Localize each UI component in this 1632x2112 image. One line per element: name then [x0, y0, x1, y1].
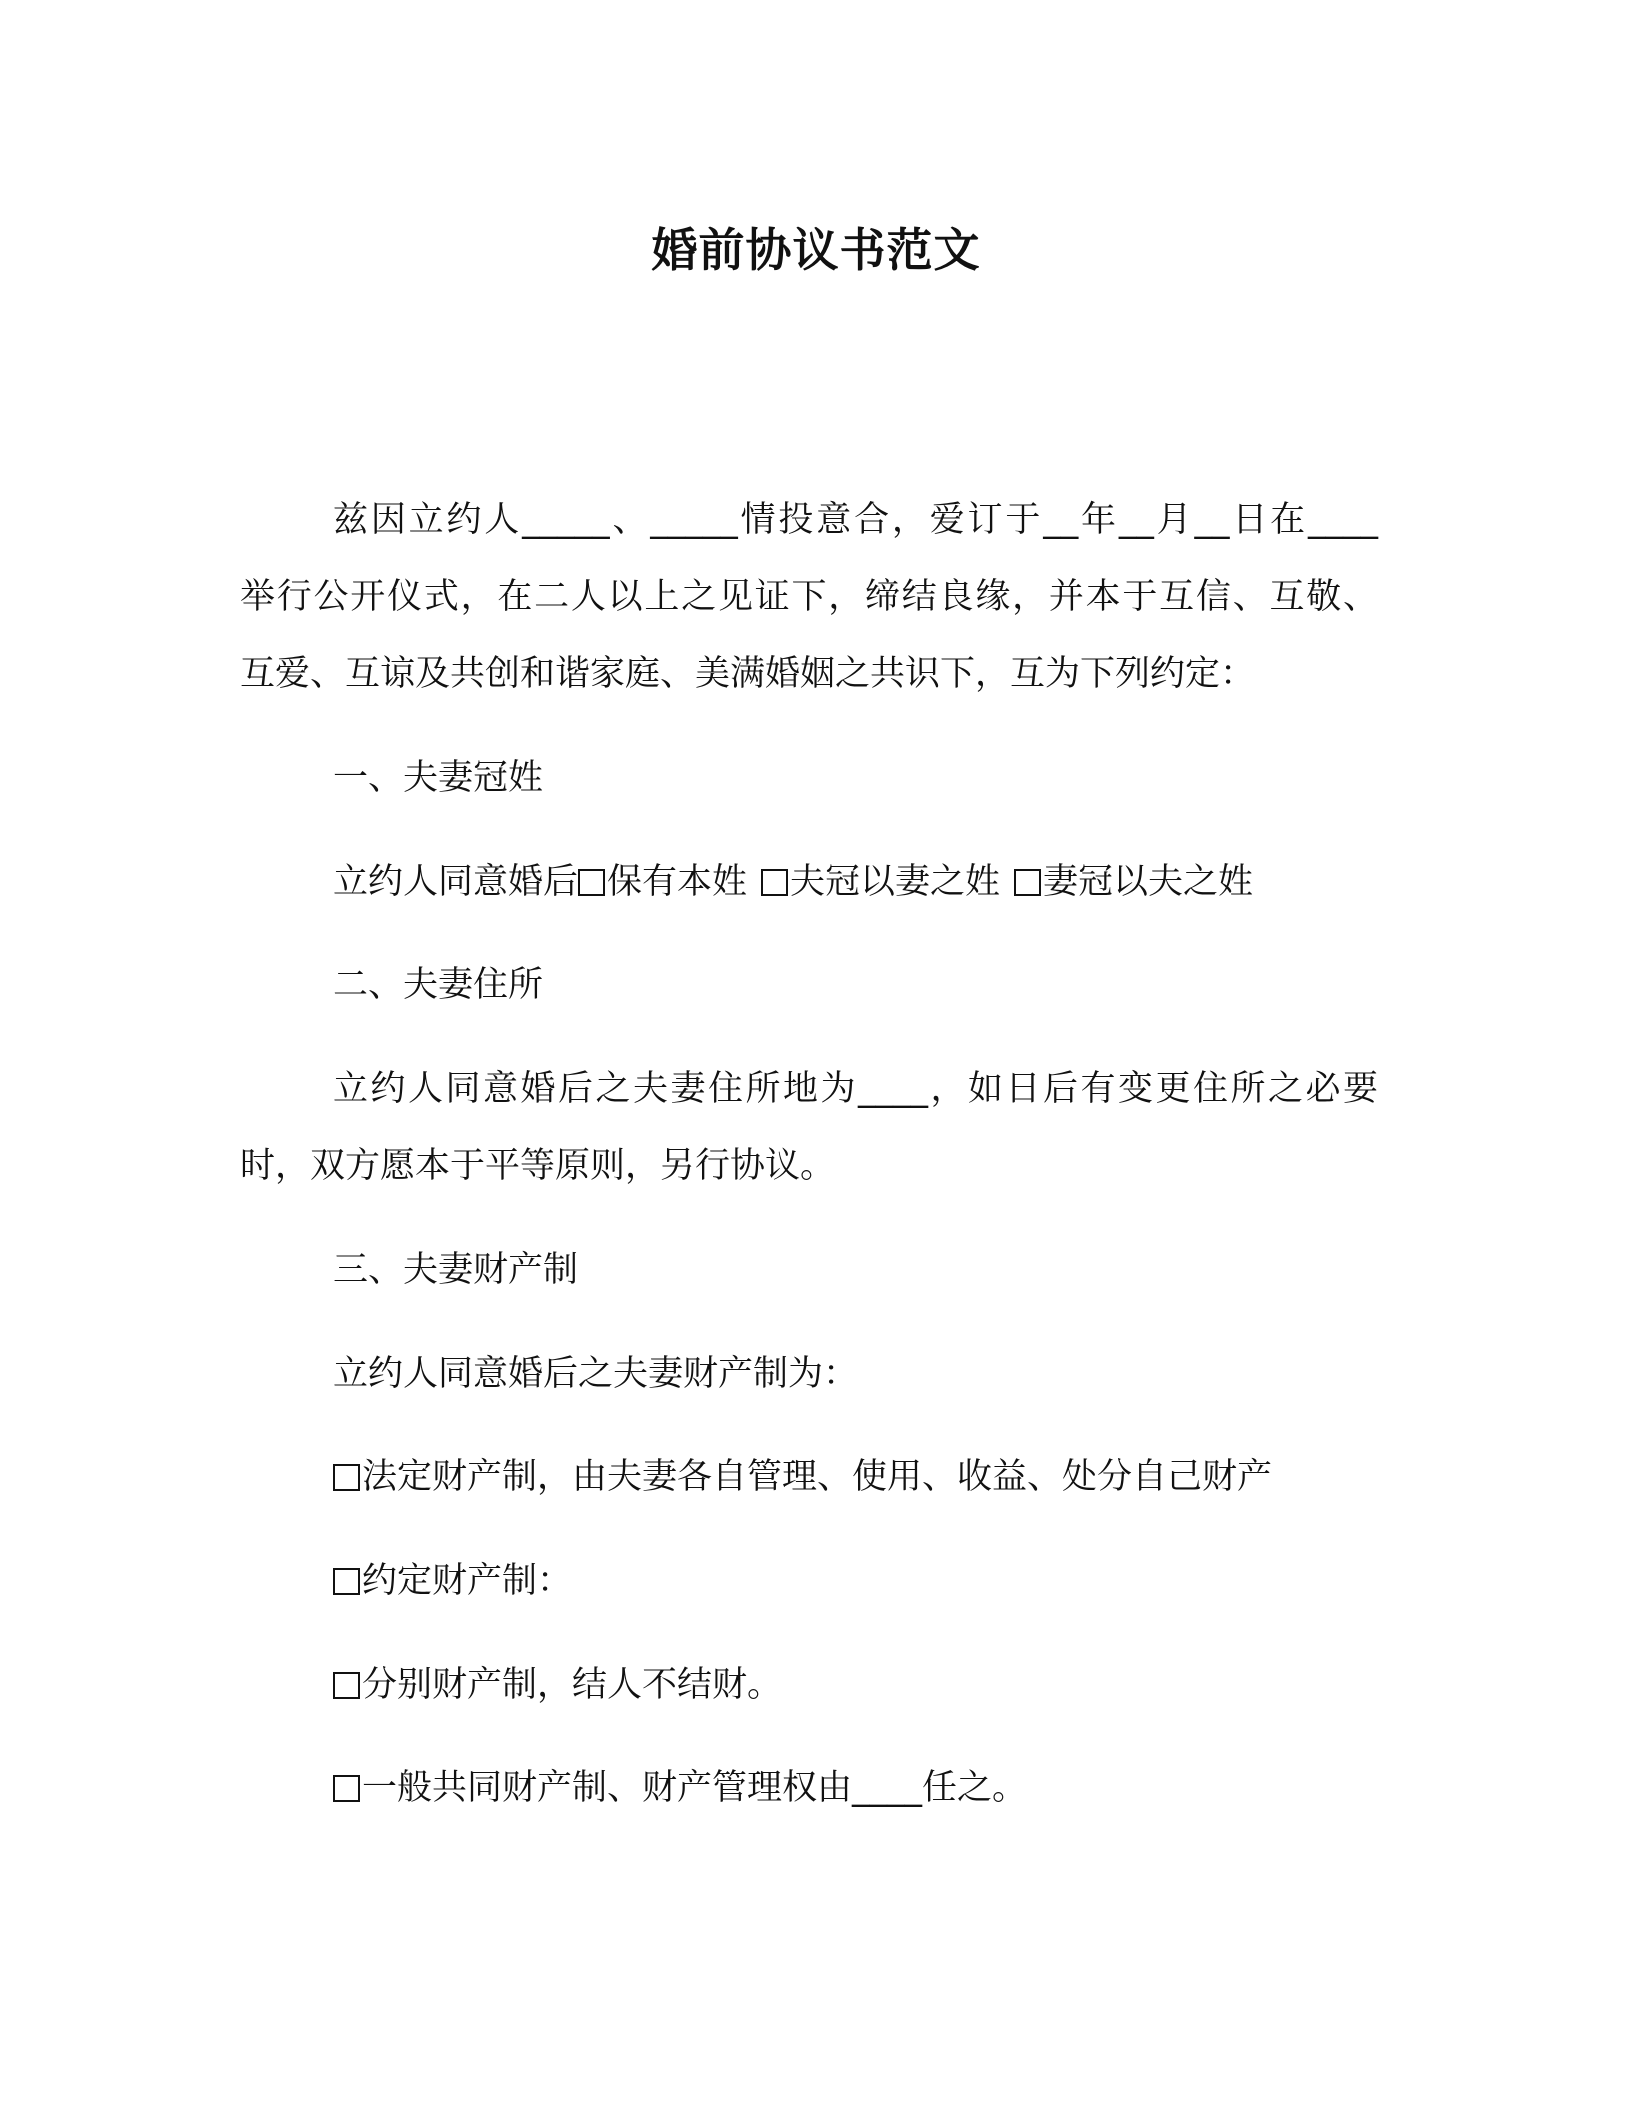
- section-2-heading: 二、夫妻住所: [333, 965, 544, 1005]
- agreed-property-label: 约定财产制：: [362, 1561, 573, 1601]
- property-option-joint: [333, 1766, 1027, 1810]
- option-husband-takes-wife-surname-label: 夫冠以妻之姓: [790, 862, 1001, 902]
- surname-lead: 立约人同意婚后: [333, 862, 579, 902]
- document-title: 婚前协议书范文: [651, 223, 981, 277]
- intro-line-1: 兹因立约人_____、_____情投意合，爱订于__年__月__日在____: [333, 500, 1378, 540]
- surname-options: [333, 860, 1253, 904]
- statutory-property-label: 法定财产制，由夫妻各自管理、使用、收益、处分自己财产: [362, 1457, 1273, 1497]
- option-keep-surname-label: 保有本姓: [607, 862, 748, 902]
- option-wife-takes-husband-surname-label: 妻冠以夫之姓: [1043, 862, 1254, 902]
- intro-line-3: 互爱、互谅及共创和谐家庭、美满婚姻之共识下，互为下列约定：: [240, 654, 1256, 694]
- residence-line-1: 立约人同意婚后之夫妻住所地为____，如日后有变更住所之必要: [333, 1069, 1378, 1109]
- checkbox-agreed-property[interactable]: [333, 1568, 360, 1595]
- intro-line-2: 举行公开仪式，在二人以上之见证下，缔结良缘，并本于互信、互敬、: [240, 577, 1378, 617]
- property-lead: 立约人同意婚后之夫妻财产制为：: [333, 1354, 859, 1394]
- checkbox-keep-surname[interactable]: [578, 869, 605, 896]
- property-option-statutory: [333, 1455, 1272, 1499]
- property-option-separate: [333, 1663, 782, 1707]
- checkbox-joint-property[interactable]: [333, 1775, 360, 1802]
- property-option-agreed: [333, 1559, 572, 1603]
- section-3-heading: 三、夫妻财产制: [333, 1250, 579, 1290]
- checkbox-separate-property[interactable]: [333, 1672, 360, 1699]
- joint-property-label: 一般共同财产制、财产管理权由____任之。: [362, 1768, 1028, 1808]
- checkbox-wife-takes-husband-surname[interactable]: [1014, 869, 1041, 896]
- section-1-heading: 一、夫妻冠姓: [333, 758, 544, 798]
- residence-line-2: 时，双方愿本于平等原则，另行协议。: [240, 1146, 836, 1186]
- checkbox-statutory-property[interactable]: [333, 1464, 360, 1491]
- checkbox-husband-takes-wife-surname[interactable]: [761, 869, 788, 896]
- separate-property-label: 分别财产制，结人不结财。: [362, 1665, 783, 1705]
